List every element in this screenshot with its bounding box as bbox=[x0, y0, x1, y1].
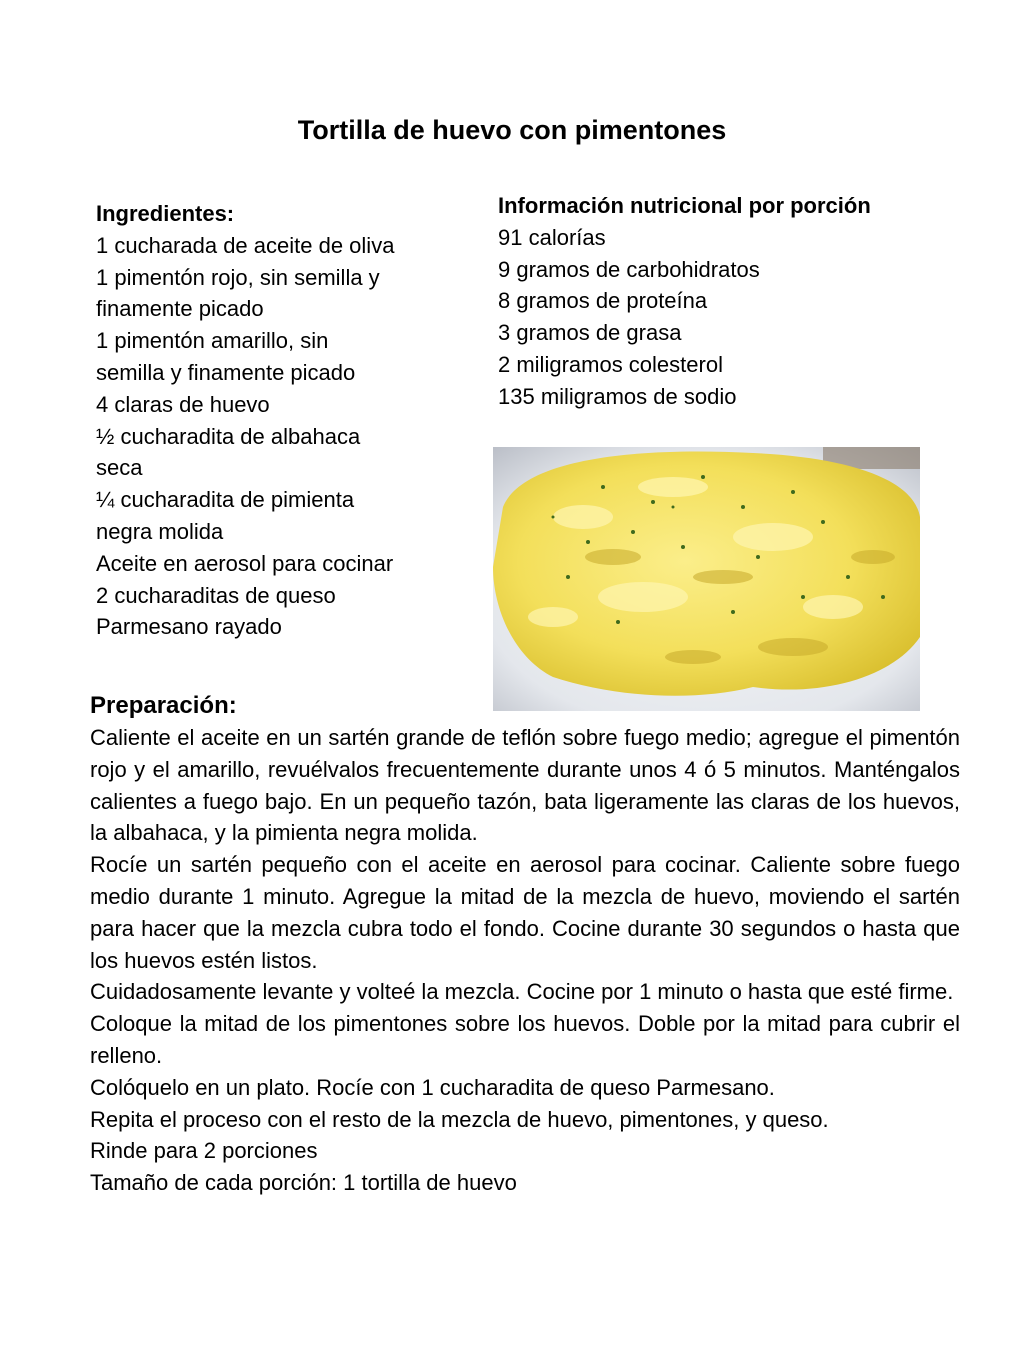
recipe-title: Tortilla de huevo con pimentones bbox=[297, 115, 727, 145]
preparation-paragraph: Caliente el aceite en un sartén grande de teflón sobre fuego medio; agregue el pimentón rojo y el amarillo, revuélvalos frecuentemente durante unos 4 ó 5 minutos. Manténgalos calientes a fuego bajo. En un pequeño tazón, bata ligeramente las claras de los huevos, la albahaca, y la pimienta negra molida. bbox=[90, 725, 960, 846]
ingredient-line: ½ cucharadita de albahaca bbox=[96, 423, 361, 449]
ingredient-line: 1 pimentón amarillo, sin bbox=[96, 328, 329, 354]
preparation-paragraph: Coloque la mitad de los pimentones sobre los huevos. Doble por la mitad para cubrir el relleno. bbox=[90, 1011, 960, 1068]
nutrition-heading: Información nutricional por porción bbox=[498, 193, 871, 218]
preparation-paragraph: Repita el proceso con el resto de la mezcla de huevo, pimentones, y queso. bbox=[90, 1106, 829, 1132]
ingredient-line: negra molida bbox=[96, 518, 224, 544]
ingredient-line: Parmesano rayado bbox=[96, 614, 282, 640]
preparation-paragraph: Colóquelo en un plato. Rocíe con 1 cucharadita de queso Parmesano. bbox=[90, 1074, 775, 1100]
nutrition-line: 2 miligramos colesterol bbox=[498, 351, 723, 377]
ingredient-line: 1 pimentón rojo, sin semilla y bbox=[96, 264, 380, 290]
nutrition-line: 91 calorías bbox=[498, 224, 606, 250]
preparation-heading: Preparación: bbox=[90, 692, 237, 719]
preparation-paragraph: Tamaño de cada porción: 1 tortilla de huevo bbox=[90, 1170, 517, 1196]
nutrition-line: 3 gramos de grasa bbox=[498, 320, 682, 346]
ingredient-line: finamente picado bbox=[96, 296, 264, 322]
ingredient-line: 2 cucharaditas de queso bbox=[96, 582, 336, 608]
ingredient-line: seca bbox=[96, 455, 143, 481]
ingredient-line: ¼ cucharadita de pimienta bbox=[96, 487, 355, 513]
nutrition-line: 9 gramos de carbohidratos bbox=[498, 256, 760, 282]
preparation-paragraph: Cuidadosamente levante y volteé la mezcla. Cocine por 1 minuto o hasta que esté firme. bbox=[90, 979, 954, 1005]
ingredients-section bbox=[96, 198, 436, 643]
ingredient-line: 1 cucharada de aceite de oliva bbox=[96, 232, 395, 258]
scrambled-eggs-image bbox=[493, 447, 920, 711]
preparation-section bbox=[90, 690, 960, 1199]
preparation-paragraph: Rocíe un sartén pequeño con el aceite en aerosol para cocinar. Caliente sobre fuego medio durante 1 minuto. Agregue la mitad de la mezcla de huevo, moviendo el sartén para hacer que la mezcla cubra todo el fondo. Cocine durante 30 segundos o hasta que los huevos estén listos. bbox=[90, 852, 960, 973]
nutrition-line: 8 gramos de proteína bbox=[498, 288, 708, 314]
ingredient-line: semilla y finamente picado bbox=[96, 359, 356, 385]
nutrition-section bbox=[498, 190, 938, 413]
preparation-paragraph: Rinde para 2 porciones bbox=[90, 1138, 318, 1164]
ingredient-line: 4 claras de huevo bbox=[96, 391, 270, 417]
scrambled-eggs-photo bbox=[493, 447, 920, 711]
ingredients-heading: Ingredientes: bbox=[96, 201, 235, 226]
ingredient-line: Aceite en aerosol para cocinar bbox=[96, 550, 394, 576]
nutrition-line: 135 miligramos de sodio bbox=[498, 383, 737, 409]
